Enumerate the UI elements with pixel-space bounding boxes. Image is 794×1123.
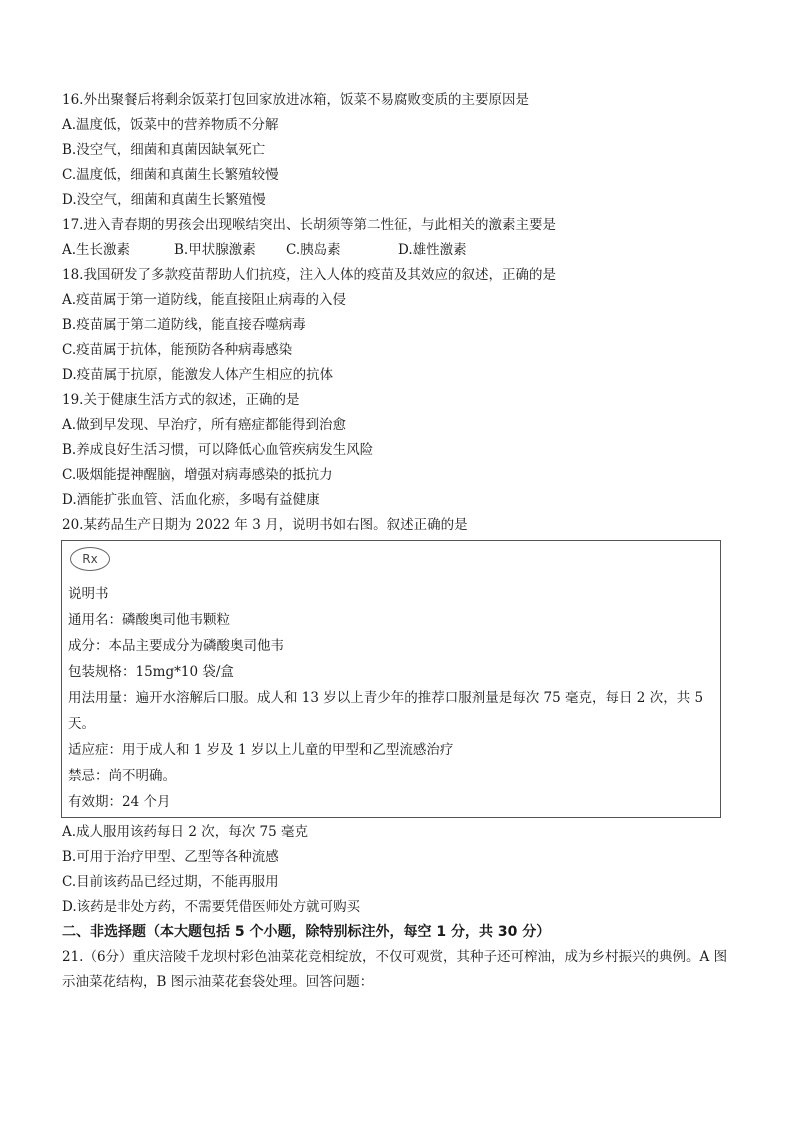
leaflet-ingredients: 成分：本品主要成分为磷酸奥司他韦 <box>68 638 284 654</box>
leaflet-package-spec: 包装规格：15mg*10 袋/盒 <box>68 664 234 680</box>
question-19-option-a: A.做到早发现、早治疗，所有癌症都能得到治愈 <box>62 417 347 433</box>
question-20-option-d: D.该药是非处方药，不需要凭借医师处方就可购买 <box>62 899 361 915</box>
question-18-option-b: B.疫苗属于第二道防线，能直接吞噬病毒 <box>62 317 306 333</box>
question-17-options <box>62 238 734 263</box>
question-18-option-d: D.疫苗属于抗原，能激发人体产生相应的抗体 <box>62 367 334 383</box>
question-17-option-d: D.雄性激素 <box>398 242 467 258</box>
question-16-option-b: B.没空气，细菌和真菌因缺氧死亡 <box>62 142 266 158</box>
leaflet-contraindications: 禁忌：尚不明确。 <box>68 768 176 784</box>
question-19-stem: 19.关于健康生活方式的叙述，正确的是 <box>62 392 300 408</box>
question-19-option-b: B.养成良好生活习惯，可以降低心血管疾病发生风险 <box>62 442 374 458</box>
leaflet-dosage: 用法用量：遍开水溶解后口服。成人和 13 岁以上青少年的推荐口服剂量是每次 75 毫克，每日 2 次，共 5 天。 <box>68 690 704 732</box>
leaflet-indications: 适应症：用于成人和 1 岁及 1 岁以上儿童的甲型和乙型流感治疗 <box>68 742 454 758</box>
question-16-option-c: C.温度低，细菌和真菌生长繁殖较慢 <box>62 167 279 183</box>
leaflet-title: 说明书 <box>68 586 109 602</box>
question-17-option-b: B.甲状腺激素 <box>174 242 256 258</box>
rx-icon: Rx <box>70 547 110 571</box>
question-20-stem: 20.某药品生产日期为 2022 年 3 月，说明书如右图。叙述正确的是 <box>62 517 468 533</box>
drug-leaflet-box <box>61 540 721 818</box>
question-20-option-b: B.可用于治疗甲型、乙型等各种流感 <box>62 849 279 865</box>
question-17-stem: 17.进入青春期的男孩会出现喉结突出、长胡须等第二性征，与此相关的激素主要是 <box>62 217 556 233</box>
question-20-option-c: C.目前该药品已经过期，不能再服用 <box>62 874 279 890</box>
question-18-option-c: C.疫苗属于抗体，能预防各种病毒感染 <box>62 342 293 358</box>
question-18-option-a: A.疫苗属于第一道防线，能直接阻止病毒的入侵 <box>62 292 347 308</box>
question-17-option-a: A.生长激素 <box>62 242 131 258</box>
question-16-option-d: D.没空气，细菌和真菌生长繁殖慢 <box>62 192 266 208</box>
exam-page <box>62 88 734 995</box>
question-19-option-c: C.吸烟能提神醒脑，增强对病毒感染的抵抗力 <box>62 467 333 483</box>
question-17-option-c: C.胰岛素 <box>286 242 341 258</box>
leaflet-shelf-life: 有效期：24 个月 <box>68 794 171 810</box>
section-2-heading: 二、非选择题（本大题包括 5 个小题，除特别标注外，每空 1 分，共 30 分） <box>62 924 551 940</box>
question-16-option-a: A.温度低，饭菜中的营养物质不分解 <box>62 117 279 133</box>
question-16-stem: 16.外出聚餐后将剩余饭菜打包回家放进冰箱，饭菜不易腐败变质的主要原因是 <box>62 92 529 108</box>
question-21-stem: 21.（6分）重庆涪陵千龙坝村彩色油菜花竞相绽放，不仅可观赏，其种子还可榨油，成为乡村振兴的典例。A 图示油菜花结构，B 图示油菜花套袋处理。回答问题： <box>62 949 728 990</box>
question-20-option-a: A.成人服用该药每日 2 次，每次 75 毫克 <box>62 824 308 840</box>
question-18-stem: 18.我国研发了多款疫苗帮助人们抗疫，注入人体的疫苗及其效应的叙述，正确的是 <box>62 267 556 283</box>
question-19-option-d: D.酒能扩张血管、活血化瘀，多喝有益健康 <box>62 492 320 508</box>
leaflet-generic-name: 通用名：磷酸奥司他韦颗粒 <box>68 612 230 628</box>
